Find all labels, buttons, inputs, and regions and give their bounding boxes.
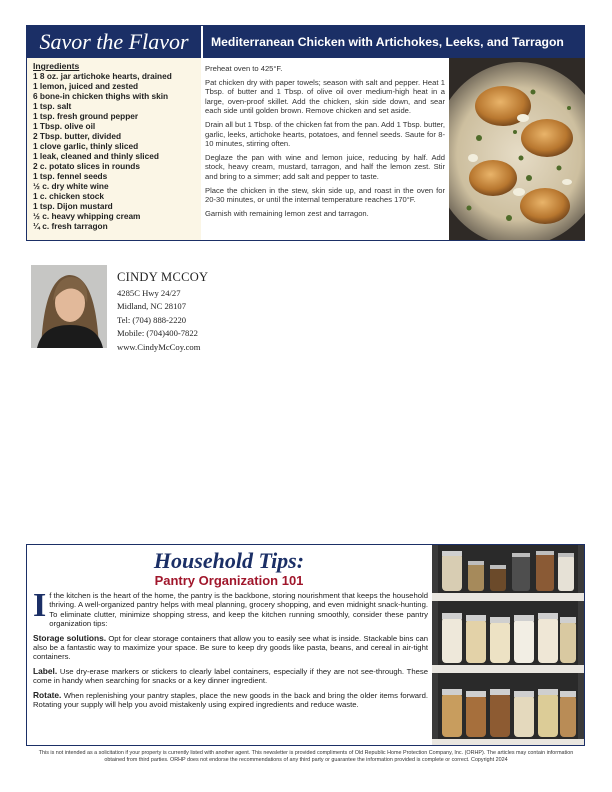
tip-label [33, 667, 428, 686]
tip-heading: Label. [33, 665, 58, 676]
ingredient-item: 1 8 oz. jar artichoke hearts, drained [33, 71, 172, 81]
recipe-title: Mediterranean Chicken with Artichokes, Leeks, and Tarragon [203, 26, 585, 58]
recipe-step: Drain all but 1 Tbsp. of the chicken fat from the pan. Add 1 Tbsp. butter, garlic, leeks, artichoke hearts, potatoes, and fennel seeds. Saute for 8-10 minutes, stirring often. [205, 119, 445, 149]
tip-text: When replenishing your pantry staples, place the new goods in the back and bring the older items forward. Rotating your supply will help you avoid mistakenly using expired ingredients and reduce waste. [33, 690, 428, 710]
drop-cap: I [33, 587, 47, 624]
ingredient-item: 1 tsp. salt [33, 101, 72, 111]
recipe-brand: Savor the Flavor [27, 26, 201, 58]
recipe-section [26, 25, 585, 241]
tip-text: Opt for clear storage containers that allow you to easily see what is inside. Stackable bins can also be a fantastic way to maximize your space. Be sure to keep dry goods like pasta, beans, and cereal in air-tight containers. [33, 633, 428, 662]
disclaimer-text: This is not intended as a solicitation if your property is currently listed with another agent. This newsletter is provided compliments of Old Republic Home Protection Company, Inc. (ORHP). The articles may contain information obtained from third parties. ORHP does not endorse the recommendations of any third party or guarantee the information provided is complete or correct. Copyright 2024 [38, 750, 574, 763]
agent-mobile: Mobile: (704)400-7822 [117, 328, 198, 339]
ingredient-item: ½ c. heavy whipping cream [33, 211, 141, 221]
ingredient-item: 1 lemon, juiced and zested [33, 81, 139, 91]
recipe-step: Preheat oven to 425°F. [205, 64, 283, 73]
agent-address-line2: Midland, NC 28107 [117, 301, 186, 312]
tip-heading: Rotate. [33, 689, 62, 700]
chicken-skillet-photo [449, 58, 585, 240]
pantry-shelves-photo [432, 545, 584, 745]
tips-subtitle: Pantry Organization 101 [154, 573, 304, 588]
ingredient-item: 1 c. chicken stock [33, 191, 105, 201]
recipe-step: Deglaze the pan with wine and lemon juice, reducing by half. Add stock, heavy cream, mustard, tarragon, and half the lemon zest. Stir and bring to a simmer; add salt and pepper to taste. [205, 152, 445, 181]
tips-intro-text: f the kitchen is the heart of the home, the pantry is the backbone, storing nourishment that keeps the household thriving. A well-organized pantry helps with meal planning, grocery shopping, and even midnight snack-hunting. To eliminate clutter, minimize shopping stress, and keep the kitchen running smoothly, consider these pantry organization tips: [49, 591, 428, 629]
recipe-step: Garnish with remaining lemon zest and tarragon. [205, 208, 369, 218]
ingredient-item: 1 leak, cleaned and thinly sliced [33, 151, 159, 161]
ingredient-item: 1 Tbsp. olive oil [33, 121, 96, 131]
ingredient-item: 1 tsp. fresh ground pepper [33, 111, 139, 121]
ingredient-item: 2 Tbsp. butter, divided [33, 131, 122, 141]
ingredients-list [33, 71, 201, 231]
tip-heading: Storage solutions. [33, 632, 107, 643]
tip-text: Use dry-erase markers or stickers to clearly label containers, especially if they are not see-through. These come in handy when searching for snacks or a key dinner ingredient. [33, 666, 428, 686]
agent-name: CINDY MCCOY [117, 270, 209, 284]
tips-title: Household Tips: [153, 548, 305, 573]
agent-contact [117, 270, 208, 354]
ingredient-item: 1 tsp. fennel seeds [33, 171, 108, 181]
ingredient-item: 2 c. potato slices in rounds [33, 161, 140, 171]
household-tips-section [26, 544, 585, 746]
ingredient-item: 6 bone-in chicken thighs with skin [33, 91, 169, 101]
agent-phone: Tel: (704) 888-2220 [117, 314, 187, 325]
ingredient-item: 1 tsp. Dijon mustard [33, 201, 113, 211]
agent-website-link[interactable]: www.CindyMcCoy.com [117, 341, 201, 352]
recipe-step: Place the chicken in the stew, skin side up, and roast in the oven for 20-30 minutes, or until the internal temperature reaches 170°F. [205, 185, 445, 205]
tip-storage [33, 634, 428, 662]
ingredient-item: ¼ c. fresh tarragon [33, 221, 108, 231]
agent-photo [31, 265, 107, 348]
agent-address-line1: 4285C Hwy 24/27 [117, 288, 181, 298]
ingredients-panel [27, 58, 201, 240]
ingredients-header: Ingredients [33, 61, 80, 71]
tips-intro [33, 587, 428, 629]
recipe-steps [205, 64, 445, 222]
tips-body [33, 587, 428, 714]
ingredient-item: ½ c. dry white wine [33, 181, 109, 191]
tip-rotate [33, 691, 428, 710]
recipe-step: Pat chicken dry with paper towels; season with salt and pepper. Heat 1 Tbsp. of butter and 1 Tbsp. of olive oil over medium-high heat in a large, oven-proof skillet. Add the chicken, skin side down, and sear each side until golden brown. Remove chicken and set aside. [205, 77, 445, 116]
ingredient-item: 1 clove garlic, thinly sliced [33, 141, 139, 151]
